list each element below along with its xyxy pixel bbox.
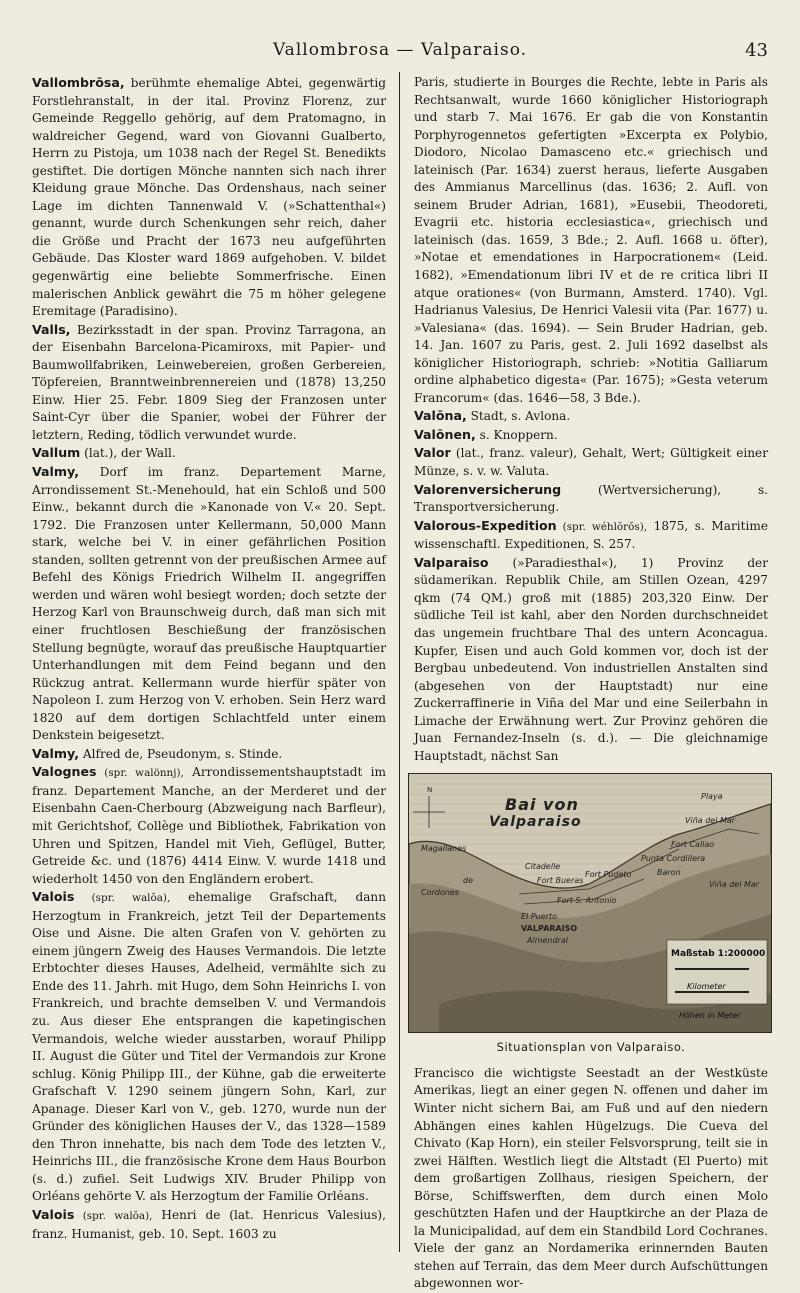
entry-text: Henri de (lat. Henricus Valesius), franz. Humanist, geb. 10. Sept. 1603 zu — [32, 1208, 386, 1241]
map-caption: Situationsplan von Valparaiso. — [496, 1040, 686, 1055]
entry-headword: Valois — [32, 889, 75, 905]
entry-headword: Valorenversicherung — [414, 481, 562, 497]
entry-headword: Valls, — [32, 321, 71, 337]
map-label-fort-bueras: Fort Bueras — [537, 876, 584, 886]
map-label-el-puerto: El Puerto — [521, 912, 557, 922]
map-label-vina: Viña del Mar — [685, 816, 736, 826]
column-divider — [399, 72, 400, 1252]
page-number: 43 — [745, 40, 768, 61]
entry-text: Bezirksstadt in der span. Provinz Tarragona, an der Eisenbahn Barcelona-Picamiroxs, mit Papier- und Baumwollfabriken, Leinwebereien, großen Gerbereien, Töpfereien, Branntweinbrennereien und (1878) 13,250 Einw. Hier 25. Febr. 1809 Sieg der Franzosen unter Saint-Cyr über die Spanier, wobei der Führer der letztern, Reding, tödlich verwundet wurde. — [32, 322, 386, 442]
right-column — [414, 74, 768, 1293]
dictionary-entry — [32, 74, 386, 321]
dictionary-entry — [32, 321, 386, 445]
map-label-playa: Playa — [701, 792, 723, 802]
map-label-vina-del-mar: Viña del Mar — [709, 880, 760, 890]
map-scale — [671, 946, 765, 1025]
entry-pronunciation: (spr. walŏa), — [74, 892, 171, 905]
entry-text: (lat., franz. valeur), Gehalt, Wert; Gültigkeit einer Münze, s. v. w. Valuta. — [414, 446, 768, 479]
map-label-valparaiso: VALPARAISO — [521, 924, 578, 934]
entry-headword: Vallombrōsa, — [32, 75, 125, 90]
map-scale-unit-km: Kilometer — [687, 981, 726, 991]
dictionary-entry — [32, 1206, 386, 1243]
entry-pronunciation: (spr. walŏa), — [74, 1210, 153, 1222]
entry-text: Dorf im franz. Departement Marne, Arrondissement St.-Menehould, hat ein Schloß und 500 Einw., bekannt durch die »Kanonade von V.« 20. Sept. 1792. Die Franzosen unter Kellermann, 50,000 Mann stark, welche bei V. in einer gefährlichen Position standen, sollten getrennt von der preußischen Armee auf Befehl des Königs Friedrich Wilhelm II. angegriffen werden und wären wohl besiegt worden; doch setzte der Herzog Karl von Braunschweig durch, daß man sich mit einer fruchtlosen Beschießung der französischen Stellung begnügte, worauf das preußische Hauptquartier Unterhandlungen mit dem Feind begann und den Rückzug antrat. Kellermann wurde hierfür später von Napoleon I. zum Herzog von V. erhoben. Sein Herz ward 1820 auf dem dortigen Schlachtfeld unter einem Denkstein beigesetzt. — [32, 465, 386, 743]
dictionary-entry — [414, 444, 768, 480]
map-label-cordones: Cordones — [421, 888, 459, 898]
map-label-almendral: Almendral — [527, 936, 568, 946]
map-title: Bai von — [505, 795, 579, 815]
entry-headword: Valmy, — [32, 745, 80, 761]
map-label-baron: Baron — [657, 868, 681, 878]
entry-text: (Wertversicherung), s. Transportversicherung. — [414, 482, 768, 515]
dictionary-entry — [32, 444, 386, 463]
entry-headword: Valor — [414, 445, 451, 461]
left-column — [32, 74, 386, 1243]
entry-pronunciation: (spr. walönnj), — [96, 767, 184, 780]
dictionary-entry — [32, 463, 386, 745]
entry-headword: Valognes — [32, 764, 97, 780]
entry-headword: Valōna, — [414, 408, 467, 424]
running-head: Vallombrosa — Valparaiso. — [272, 40, 528, 60]
dictionary-entry — [414, 481, 768, 517]
right-column-bottom — [414, 1065, 768, 1293]
dictionary-entry — [414, 1065, 768, 1293]
map-label-magallanes: Magallanes — [421, 844, 467, 854]
map-scale-ratio: Maßstab 1:200000 — [671, 949, 766, 960]
map-label-fort-callao: Fort Callao — [671, 840, 715, 850]
entry-headword: Vallum — [32, 445, 81, 461]
entry-headword: Valōnen, — [414, 426, 476, 442]
dictionary-entry — [32, 763, 386, 888]
entry-text: (»Paradiesthal«), 1) Provinz der südamerikan. Republik Chile, am Stillen Ozean, 4297 qkm (74 QM.) groß mit (1885) 203,320 Einw. Der südliche Teil ist kahl, aber den Norden durchschneidet das ungemein fruchtbare Thal des untern Aconcagua. Kupfer, Eisen und auch Gold kommen vor, doch ist der Bergbau unbedeutend. Von industriellen Anstalten sind (abgesehen von der Hauptstadt) nur eine Zuckerraffinerie in Viña del Mar und eine Seilerbahn in Limache der Erwähnung wert. Zur Provinz gehören die Juan Fernandez-Inseln (s. d.). — Die gleichnamige Hauptstadt, nächst San — [414, 555, 768, 763]
dictionary-entry — [32, 888, 386, 1206]
map-label-fort-pudeto: Fort Pudeto — [585, 870, 632, 880]
map-label-citadelle: Citadelle — [525, 862, 561, 872]
entry-text: (lat.), der Wall. — [80, 446, 176, 461]
dictionary-entry — [414, 517, 768, 554]
entry-pronunciation: (spr. wéhlŏrŏs), — [556, 520, 648, 533]
dictionary-entry — [414, 426, 768, 445]
map-label-de: de — [463, 876, 473, 886]
entry-text: Francisco die wichtigste Seestadt an der Westküste Amerikas, liegt an einer gegen N. offenen und daher im Winter nicht sichern Bai, am Fuß und auf den niedern Abhängen eines kahlen Hügelzugs. Die Cueva del Chivato (Kap Horn), ein steiler Felsvorsprung, teilt sie in zwei Hälften. Westlich liegt die Altstadt (El Puerto) mit dem großartigen Zollhaus, riesigen Speichern, der Börse, Schiffswerften, dem durch einen Molo geschützten Hafen und der Hauptkirche an der Plaza de la Municipalidad, auf dem ein Standbild Lord Cochranes. Viele der ganz an Nordamerika erinnernden Bauten stehen auf Terrain, das dem Meer durch Aufschüttungen abgewonnen wor- — [414, 1065, 768, 1291]
map-label-punta-cordillera: Punta Cordillera — [641, 854, 706, 864]
entry-text: Stadt, s. Avlona. — [466, 409, 571, 424]
entry-headword: Valorous-Expedition — [414, 517, 557, 533]
dictionary-entry — [32, 745, 386, 764]
map-subtitle: Valparaiso — [489, 814, 582, 831]
map-label-fort-san-antonio: Fort S. Antonio — [557, 896, 617, 906]
entry-text: 1875, s. Maritime wissenschaftl. Expeditionen, S. 257. — [414, 518, 768, 552]
map-scale-unit-heights: Höhen in Meter — [679, 1011, 741, 1021]
entry-text: berühmte ehemalige Abtei, gegenwärtig Forstlehranstalt, in der ital. Provinz Florenz, zur Gemeinde Reggello gehörig, auf dem Pratomagno, in waldreicher Gegend, ward von Giovanni Gualberto, Herrn zu Pistoja, um 1038 nach der Regel St. Benedikts gestiftet. Die dortigen Mönche nannten sich nach ihrer Kleidung graue Mönche. Das Ordenshaus, nach seiner Lage im dichten Tannenwald V. (»Schattenthal«) genannt, wurde durch Schenkungen sehr reich, daher die Größe und Pracht der 1673 neu aufgeführten Gebäude. Das Kloster ward 1869 aufgehoben. V. bildet gegenwärtig eine beliebte Sommerfrische. Einen malerischen Anblick gewährt die 75 m höher gelegene Eremitage (Paradisino). — [32, 76, 386, 319]
entry-headword: Valmy, — [32, 464, 80, 480]
entry-text: s. Knoppern. — [475, 427, 558, 442]
entry-headword: Valparaiso — [414, 554, 489, 570]
dictionary-entry — [414, 74, 768, 407]
dictionary-entry — [414, 407, 768, 426]
valparaiso-map — [408, 773, 772, 1033]
entry-text: ehemalige Grafschaft, dann Herzogtum in Frankreich, jetzt Teil der Departements Oise und Aisne. Die alten Grafen von V. gehörten zu einem jüngern Zweig des Hauses Vermandois. Die letzte Erbtochter dieses Hauses, Adelheid, vermählte sich zu Ende des 11. Jahrh. mit Hugo, dem Sohn Heinrichs I. von Frankreich, und brachte demselben V. und Vermandois zu. Aus dieser Ehe entsprangen die kapetingischen Vermandois, welche wieder ausstarben, worauf Philipp II. August die Güter und Titel der Vermandois zur Krone schlug. König Philipp III., der Kühne, gab die erweiterte Grafschaft V. 1290 seinem jüngern Sohn, Karl, zur Apanage. Dieser Karl von V., geb. 1270, wurde nun der Gründer des königlichen Hauses der V., das 1328—1589 den Thron innehatte, bis nach dem Tode des letzten V., Heinrichs III., die französische Krone dem Haus Bourbon (s. d.) zufiel. Seit Ludwigs XIV. Bruder Philipp von Orléans gehörte V. als Herzogtum der Familie Orléans. — [32, 890, 386, 1204]
dictionary-entry — [414, 554, 768, 766]
right-column-top — [414, 74, 768, 765]
entry-headword: Valois — [32, 1207, 75, 1222]
entry-text: Arrondissementshauptstadt im franz. Departement Manche, an der Merderet und der Eisenbahn Caen-Cherbourg (Abzweigung nach Barfleur), mit Gerichtshof, Collège und Bibliothek, Fabrikation von Uhren und Spitzen, Handel mit Vieh, Geflügel, Butter, Getreide &c. und (1876) 4414 Einw. V. wurde 1418 und wiederholt 1450 von den Engländern erobert. — [32, 765, 386, 886]
entry-text: Paris, studierte in Bourges die Rechte, lebte in Paris als Rechtsanwalt, wurde 1660 königlicher Historiograph und starb 7. Mai 1676. Er gab die von Konstantin Porphyrogennetos gefertigten »Excerpta ex Polybio, Diodoro, Nicolao Damasceno etc.« griechisch und lateinisch (Par. 1634) zuerst heraus, lieferte Ausgaben des Ammianus Marcellinus (das. 1636; 2. Aufl. von seinem Bruder Adrian, 1681), »Eusebii, Theodoreti, Evagrii etc. historia ecclesiastica«, griechisch und lateinisch (das. 1659, 3 Bde.; 2. Aufl. 1668 u. öfter), »Notae et emendationes in Harpocrationem« (Leid. 1682), »Emendationum libri IV et de re critica libri II atque orationes« (von Burmann, Amsterd. 1740). Vgl. Hadrianus Valesius, De Henrici Valesii vita (Par. 1677) u. »Valesiana« (das. 1694). — Sein Bruder Hadrian, geb. 14. Jan. 1607 zu Paris, gest. 2. Juli 1692 daselbst als königlicher Historiograph, schrieb: »Notitia Galliarum ordine alphabetico digesta« (Par. 1675); »Gesta veterum Francorum« (das. 1646—58, 3 Bde.). — [414, 75, 768, 405]
svg-text:N: N — [427, 786, 433, 795]
entry-text: Alfred de, Pseudonym, s. Stinde. — [79, 746, 283, 761]
